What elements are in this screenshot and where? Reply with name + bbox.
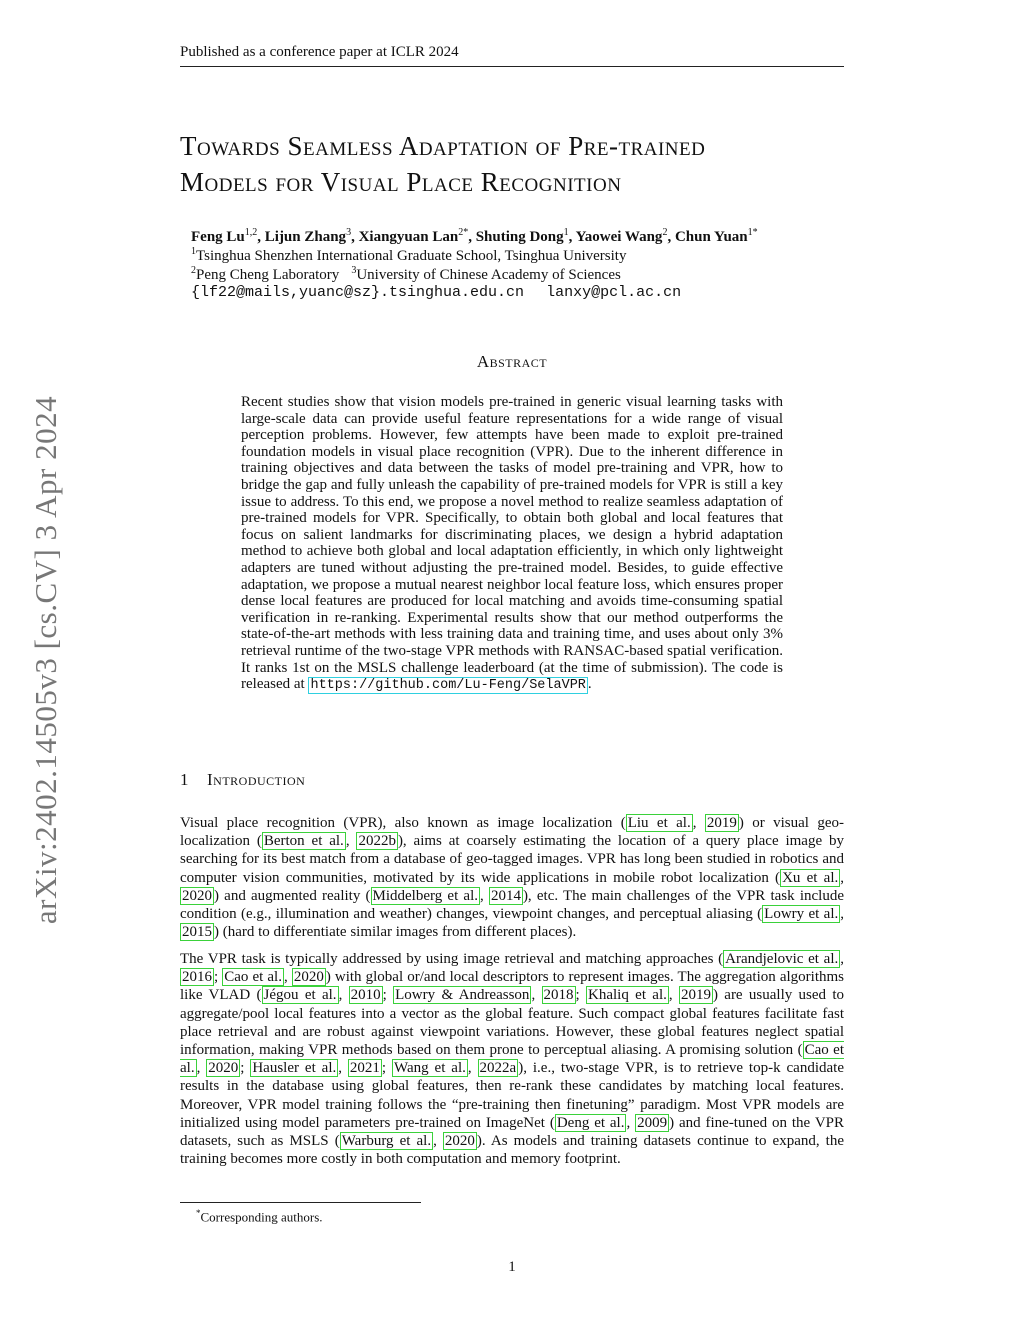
- email-1[interactable]: {lf22@mails,yuanc@sz}.tsinghua.edu.cn: [191, 284, 525, 301]
- citation-link[interactable]: 2019: [680, 987, 711, 1004]
- intro-paragraph-2: The VPR task is typically addressed by using image retrieval and matching approaches ( Arandjelovic et al. , 2016 ; Cao et al. , 2020 ) with global or/and local descriptors to represent images. The aggregation algorithms like VLAD ( Jégou et al. , 2010 ; Lowry & Andreasson , 2018 ; Khaliq et al. , 2019 ) are usually used to aggregate/pool local features into a vector as the global feature. Such compact global features facilitate fast place retrieval and are robust against viewpoint variations. However, these global features neglect spatial information, making VPR methods based on them prone to perceptual aliasing. A promising solution ( Cao et al. , 2020 ; Hausler et al. , 2021 ; Wang et al. , 2022a ), i.e., two-stage VPR, is to retrieve top-k candidate results in the database using global features, then re-rank these candidates by matching local features. Moreover, VPR model training follows the “pre-training then finetuning” paradigm. Most VPR models are initialized using model parameters pre-trained on ImageNet ( Deng et al. , 2009 ) and fine-tuned on the VPR datasets, such as MSLS ( Warburg et al. , 2020 ). As models and training datasets continue to expand, the training becomes more costly in both computation and memory footprint.: [180, 951, 845, 1168]
- title-line-2: Models for Visual Place Recognition: [180, 167, 622, 197]
- citation-link[interactable]: 2020: [444, 1133, 475, 1150]
- author-name: Shuting Dong: [475, 229, 564, 245]
- page-number: 1: [508, 1259, 516, 1275]
- author-name: Lijun Zhang: [264, 229, 347, 245]
- citation-link[interactable]: Deng et al.: [556, 1114, 625, 1131]
- citation-link[interactable]: Arandjelovic et al.: [725, 951, 839, 967]
- citation-link[interactable]: 2020: [182, 887, 212, 904]
- footnote: *Corresponding authors.: [196, 1208, 323, 1225]
- section-heading: 1 Introduction: [180, 770, 306, 789]
- citation-link[interactable]: Middelberg et al.: [372, 887, 478, 904]
- citation-link[interactable]: 2020: [208, 1060, 239, 1077]
- citation-link[interactable]: Cao et al.: [224, 969, 282, 986]
- abstract-body: Recent studies show that vision models pre-trained in generic visual learning tasks with large-scale data can provide useful feature representations for a wide range of visual perception problems. However, few attempts have been made to exploit pre-trained foundation models in visual place recognition (VPR). Due to the inherent difference in training objectives and data between the tasks of model pre-training and VPR, how to bridge the gap and fully unleash the capability of pre-trained models for VPR is still a key issue to address. To this end, we propose a novel method to realize seamless adaptation of pre-trained models for VPR. Specifically, to obtain both global and local features that focus on salient landmarks for discriminating places, we design a hybrid adaptation method to achieve both global and local adaptation efficiently, in which only lightweight adapters are tuned without adjusting the pre-trained model. Besides, to guide effective adaptation, we propose a mutual nearest neighbor local feature loss, which ensures proper dense local features are produced for local matching and avoids time-consuming spatial verification in re-ranking. Experimental results show that our method outperforms the state-of-the-art methods with less training data and training time, and uses about only 3% retrieval runtime of the two-stage VPR methods with RANSAC-based spatial verification. It ranks 1st on the MSLS challenge leaderboard (at the time of submission). The code is released at https://github.com/Lu-Feng/SelaVPR .: [241, 394, 783, 694]
- citation-link[interactable]: Jégou et al.: [263, 987, 337, 1004]
- author-emails: [191, 284, 681, 301]
- author-affiliation-mark: 1*: [747, 227, 758, 238]
- abstract-heading: Abstract: [476, 352, 548, 371]
- affiliation-2-3: $^2$Peng Cheng Laboratory $^3$University of Chinese Academy of Sciences: [191, 265, 621, 283]
- citation-link[interactable]: Berton et al.: [263, 833, 344, 850]
- citation-link[interactable]: Wang et al.: [394, 1060, 466, 1077]
- author-list: Feng Lu$^{1,2}$, Lijun Zhang$^3$, Xiangyuan Lan$^{2*}$, Shuting Dong$^1$, Yaowei Wang$^2$, Chun Yuan$^{1*}$: [191, 227, 758, 245]
- citation-link[interactable]: Warburg et al.: [341, 1133, 432, 1150]
- header-rule: [180, 66, 844, 67]
- author-affiliation-mark: 1,2: [244, 227, 258, 238]
- citation-link[interactable]: 2022a: [479, 1060, 517, 1077]
- code-link[interactable]: https://github.com/Lu-Feng/SelaVPR: [310, 678, 586, 694]
- citation-link[interactable]: Liu et al.: [627, 815, 691, 831]
- author-name: Feng Lu: [191, 229, 245, 245]
- title-line-1: Towards Seamless Adaptation of Pre-trained: [180, 131, 706, 161]
- citation-link[interactable]: 2019: [706, 815, 737, 831]
- author-affiliation-mark: 1: [563, 227, 569, 238]
- citation-link[interactable]: Lowry et al.: [764, 906, 839, 923]
- author-name: Xiangyuan Lan: [358, 229, 459, 245]
- author-affiliation-mark: 2*: [458, 227, 469, 238]
- citation-link[interactable]: Khaliq et al.: [588, 987, 667, 1004]
- citation-link[interactable]: 2022b: [358, 833, 396, 850]
- email-2[interactable]: lanxy@pcl.ac.cn: [546, 284, 682, 301]
- paper-title: [180, 128, 860, 200]
- author-name: Chun Yuan: [674, 229, 748, 245]
- citation-link[interactable]: 2010: [350, 987, 381, 1004]
- citation-link[interactable]: 2020: [293, 969, 324, 986]
- running-header: Published as a conference paper at ICLR 2024: [180, 44, 459, 60]
- citation-link[interactable]: Cao et al.: [180, 1042, 844, 1077]
- footnote-rule: [180, 1202, 421, 1203]
- affiliation-1: $^1$Tsinghua Shenzhen International Graduate School, Tsinghua University: [191, 246, 627, 264]
- arxiv-identifier: arXiv:2402.14505v3 [cs.CV] 3 Apr 2024: [28, 395, 63, 925]
- citation-link[interactable]: Xu et al.: [782, 869, 839, 886]
- author-affiliation-mark: 2: [662, 227, 668, 238]
- citation-link[interactable]: 2015: [182, 924, 212, 941]
- citation-link[interactable]: Hausler et al.: [252, 1060, 337, 1077]
- citation-link[interactable]: 2018: [543, 987, 574, 1004]
- citation-link[interactable]: 2009: [637, 1114, 668, 1131]
- author-affiliation-mark: 3: [346, 227, 352, 238]
- citation-link[interactable]: 2016: [182, 969, 212, 986]
- author-name: Yaowei Wang: [575, 229, 663, 245]
- citation-link[interactable]: Lowry & Andreasson: [395, 987, 530, 1004]
- intro-paragraph-1: Visual place recognition (VPR), also known as image localization ( Liu et al. , 2019 ) or visual geo-localization ( Berton et al. , 2022b ), aims at coarsely estimating the location of a query place image by searching for its best match from a database of geo-tagged images. VPR has long been studied in robotics and computer vision communities, motivated by its wide applications in mobile robot localization ( Xu et al. , 2020 ) and augmented reality ( Middelberg et al. , 2014 ), etc. The main challenges of the VPR task include condition (e.g., illumination and weather) changes, viewpoint changes, and perceptual aliasing ( Lowry et al. , 2015 ) (hard to differentiate similar images from different places).: [180, 815, 845, 941]
- citation-link[interactable]: 2021: [349, 1060, 380, 1077]
- citation-link[interactable]: 2014: [490, 887, 521, 904]
